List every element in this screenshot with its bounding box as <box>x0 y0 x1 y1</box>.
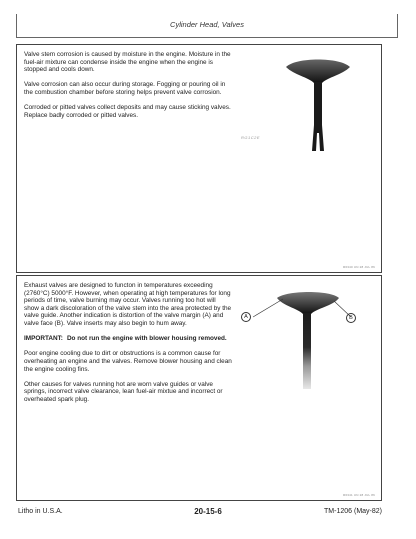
callout-a <box>241 312 251 322</box>
section-valve-burning <box>16 275 382 501</box>
footer-litho: Litho in U.S.A. <box>18 508 63 515</box>
section1-text <box>24 51 232 127</box>
section2-text <box>24 282 232 411</box>
paragraph: Other causes for valves running hot are worn valve guides or valve springs, incorrect valve clearance, lean fuel-air mixtue and incorrect or overheated spark plug. <box>24 380 223 403</box>
image-stamp: RG1C2E <box>241 135 261 140</box>
callout-b <box>346 313 356 323</box>
corroded-valve-illustration <box>282 55 354 155</box>
header-title: Cylinder Head, Valves <box>170 20 244 29</box>
paragraph: Poor engine cooling due to dirt or obstructions is a common cause for overheating an engine and the valves. Remove blower housing and clean the engine cooling fins. <box>24 350 232 373</box>
image-code: R6340 UN 28 JUL 86 <box>342 265 375 269</box>
paragraph: Exhaust valves are designed to functon in temperatures exceeding (2760°C) 5000°F. However, when operating at high temperatures for long periods of time, valve burning may occur. Valves running too hot will show a dark discoloration of the valve stem into the area protected by the valve guide. Another indication is distortion of the valve margin (A) and valve face (B). Valve inserts may also begin to hum away. <box>24 282 232 327</box>
paragraph: Corroded or pitted valves collect deposits and may cause sticking valves. Replace badly corroded or pitted valves. <box>24 104 231 119</box>
important-label: IMPORTANT: <box>24 335 63 343</box>
burned-valve-illustration <box>239 284 367 392</box>
callout-b-label: B <box>349 315 353 321</box>
callout-a-label: A <box>244 314 248 320</box>
page-number: 20-15-6 <box>194 507 222 516</box>
footer-manual-id: TM-1206 (May-82) <box>324 508 382 515</box>
paragraph: Valve corrosion can also occur during storage. Fogging or pouring oil in the combustion chamber before storing helps prevent valve corrosion. <box>24 81 226 96</box>
important-text: Do not run the engine with blower housing removed. <box>66 335 227 343</box>
section-valve-corrosion <box>16 44 382 273</box>
important-note <box>24 335 232 343</box>
page-header <box>16 14 398 38</box>
image-code: R6341 UN 28 JUL 86 <box>342 493 375 497</box>
paragraph: Valve stem corrosion is caused by moisture in the engine. Moisture in the fuel-air mixture can condense inside the engine when the engine is stopped and cools down. <box>24 51 231 74</box>
